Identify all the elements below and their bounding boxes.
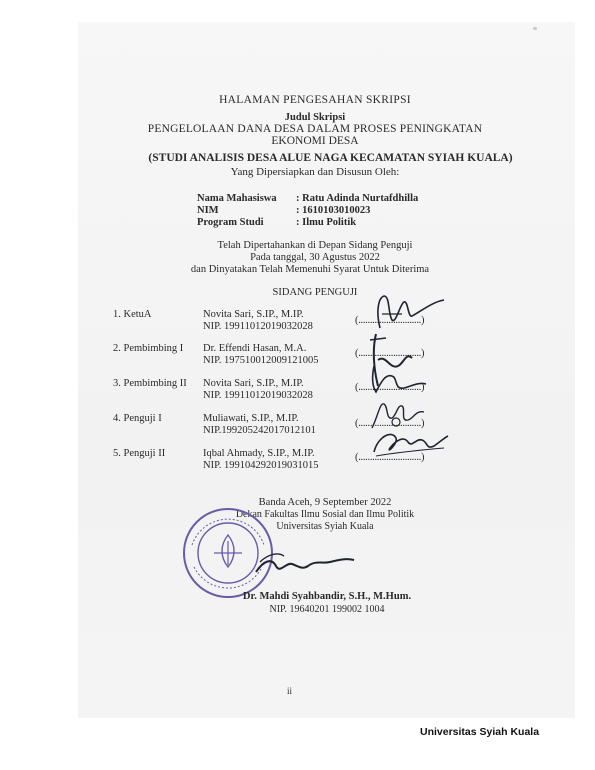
student-key: Nama Mahasiswa [197, 193, 277, 204]
committee-name: Novita Sari, S.IP., M.IP. [203, 309, 304, 320]
committee-name: Novita Sari, S.IP., M.IP. [203, 378, 304, 389]
page-number: ii [287, 686, 293, 696]
student-key: Program Studi [197, 217, 264, 228]
signature-pembimbing-2 [358, 364, 428, 394]
committee-name: Muliawati, S.IP., M.IP. [203, 413, 299, 424]
dean-signature [250, 548, 360, 584]
student-key: NIM [197, 205, 219, 216]
subtitle-label: Judul Skripsi [284, 112, 346, 123]
committee-nip: NIP. 19911012019032028 [203, 390, 313, 401]
committee-nip: NIP. 197510012009121005 [203, 355, 319, 366]
thesis-title-line-3: (STUDI ANALISIS DESA ALUE NAGA KECAMATAN SYIAH KUALA) [148, 152, 513, 164]
committee-role: 4. Penguji I [113, 413, 162, 424]
student-value: : Ilmu Politik [296, 217, 357, 228]
statement-line-2: Pada tanggal, 30 Agustus 2022 [250, 252, 380, 263]
signature-line: (...........................) [355, 452, 425, 463]
student-row [197, 205, 418, 217]
signature-penguji-2 [370, 426, 450, 460]
dean-name: Dr. Mahdi Syahbandir, S.H., M.Hum. [242, 591, 412, 602]
thesis-title-line-1: PENGELOLAAN DANA DESA DALAM PROSES PENINGKATAN [147, 123, 483, 135]
committee-role: 2. Pembimbing I [113, 343, 184, 354]
signature-line: (...........................) [355, 382, 425, 393]
university-name: Universitas Syiah Kuala [276, 521, 374, 532]
student-value: : Ratu Adinda Nurtafdhilla [296, 193, 419, 204]
place-date: Banda Aceh, 9 September 2022 [258, 497, 392, 508]
signature-line: (...........................) [355, 315, 425, 326]
scan-speck [533, 27, 537, 30]
committee-nip: NIP. 199104292019031015 [203, 460, 319, 471]
page-title: HALAMAN PENGESAHAN SKRIPSI [219, 94, 411, 106]
committee-role: 3. Pembimbing II [113, 378, 187, 389]
student-value: : 1610103010023 [296, 205, 371, 216]
statement-line-3: dan Dinyatakan Telah Memenuhi Syarat Untuk Diterima [190, 264, 430, 275]
committee-name: Dr. Effendi Hasan, M.A. [203, 343, 307, 354]
student-info [197, 193, 418, 229]
dean-title: Dekan Fakultas Ilmu Sosial dan Ilmu Politik [235, 509, 415, 520]
thesis-title-line-2: EKONOMI DESA [271, 135, 359, 147]
committee-role: 5. Penguji II [113, 448, 166, 459]
footer-brand: Universitas Syiah Kuala [420, 726, 540, 738]
committee-heading: SIDANG PENGUJI [272, 287, 358, 298]
student-row [197, 217, 418, 229]
committee-name: Iqbal Ahmady, S.IP., M.IP. [203, 448, 315, 459]
dean-nip: NIP. 19640201 199002 1004 [269, 604, 385, 615]
statement-line-1: Telah Dipertahankan di Depan Sidang Penguji [217, 240, 413, 251]
committee-role: 1. KetuA [113, 309, 152, 320]
signature-line: (...........................) [355, 418, 425, 429]
signature-line: (...........................) [355, 348, 425, 359]
prepared-by: Yang Dipersiapkan dan Disusun Oleh: [230, 166, 400, 178]
committee-nip: NIP.199205242017012101 [203, 425, 316, 436]
signature-ketua [362, 292, 452, 332]
student-row [197, 193, 418, 205]
committee-nip: NIP. 19911012019032028 [203, 321, 313, 332]
